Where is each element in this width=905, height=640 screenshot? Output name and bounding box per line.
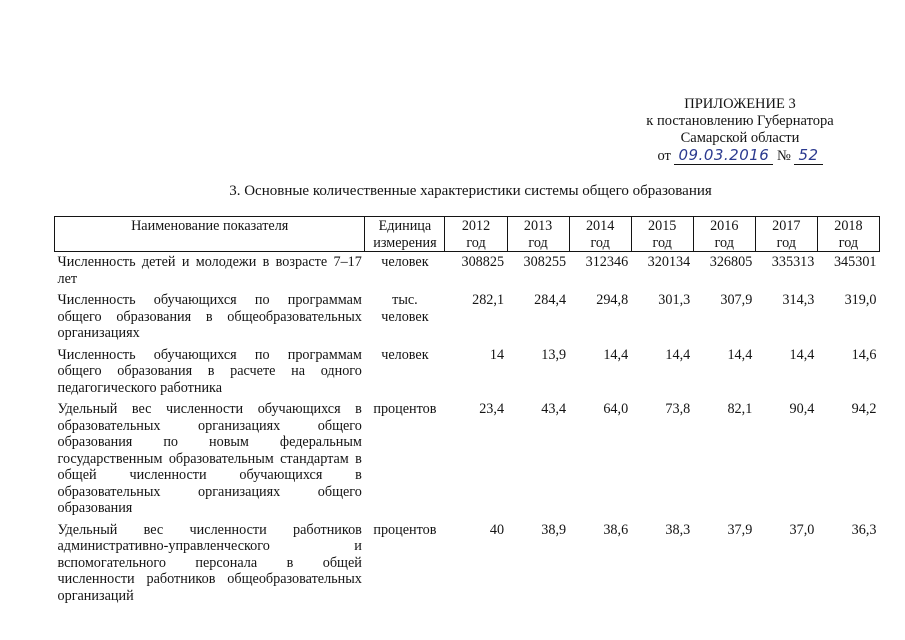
value-cell: 14,4 (789, 346, 815, 363)
value-cell: 282,1 (472, 292, 505, 308)
value-cell: 307,9 (720, 292, 753, 308)
indicator-unit: тыс. человек (381, 292, 429, 325)
table-row (55, 345, 880, 400)
year-label: 2018 (834, 218, 863, 234)
handwritten-number: 52 (794, 146, 822, 165)
year-label: 2016 (710, 218, 739, 234)
indicator-name: Численность обучающихся по программам общего образования в расчете на одного педагогического работника (57, 346, 362, 396)
column-header-year (817, 217, 879, 252)
indicator-name: Удельный вес численности обучающихся в образовательных организациях общего образования по новым федеральным государственным образовательным стандартам в общей численности обучающихся в образовательных организациях общего образования (57, 401, 362, 516)
value-cell: 37,0 (789, 521, 815, 538)
value-cell: 294,8 (596, 292, 629, 308)
year-label: 2015 (648, 218, 677, 234)
value-cell: 38,3 (665, 521, 691, 538)
table-header-row (55, 217, 880, 252)
indicator-name: Удельный вес численности работников административно-управленческого и вспомогательного персонала в общей численности работников общеобразовательных организаций (57, 521, 362, 604)
value-cell: 308825 (461, 254, 505, 270)
column-header-unit-line1: Единица (378, 218, 432, 234)
value-cell: 301,3 (658, 292, 691, 308)
value-cell: 82,1 (727, 401, 753, 417)
value-cell: 312346 (585, 254, 629, 270)
value-cell: 40 (489, 521, 505, 538)
indicator-unit: человек (381, 346, 429, 363)
indicator-unit: процентов (373, 401, 437, 417)
value-cell: 73,8 (665, 401, 691, 417)
value-cell: 326805 (709, 254, 753, 270)
handwritten-date: 09.03.2016 (674, 146, 773, 165)
column-header-year (755, 217, 817, 252)
column-header-year (445, 217, 507, 252)
column-header-unit-line2: измерения (373, 234, 437, 251)
section-title: 3. Основные количественные характеристики системы общего образования (229, 183, 712, 199)
value-cell: 320134 (647, 254, 691, 270)
year-label: 2012 (461, 218, 491, 234)
year-suffix: год (528, 234, 548, 251)
value-cell: 14,4 (603, 346, 629, 363)
column-header-year (693, 217, 755, 252)
indicator-unit: процентов (373, 521, 437, 538)
year-suffix: год (838, 234, 859, 251)
column-header-name: Наименование показателя (55, 217, 365, 252)
value-cell: 90,4 (789, 401, 815, 417)
table-row (55, 399, 880, 520)
date-number-line (600, 147, 880, 165)
value-cell: 94,2 (851, 401, 877, 417)
value-cell: 13,9 (541, 346, 567, 363)
year-suffix: год (714, 234, 734, 251)
date-prefix: от (657, 148, 671, 164)
value-cell: 314,3 (782, 292, 815, 308)
value-cell: 36,3 (851, 521, 877, 538)
year-label: 2013 (523, 218, 553, 234)
value-cell: 335313 (771, 254, 815, 270)
value-cell: 14,4 (665, 346, 691, 363)
appendix-subtitle-line2: Самарской области (680, 130, 800, 146)
value-cell: 284,4 (534, 292, 567, 308)
year-suffix: год (776, 234, 796, 251)
table-row (55, 520, 880, 608)
column-header-unit (365, 217, 445, 252)
year-suffix: год (466, 234, 486, 251)
value-cell: 38,6 (603, 521, 629, 538)
indicator-name: Численность детей и молодежи в возрасте 7–17 лет (57, 254, 362, 287)
column-header-year (507, 217, 569, 252)
value-cell: 43,4 (541, 401, 567, 417)
column-header-year (631, 217, 693, 252)
table-row (55, 252, 880, 291)
table-row (55, 290, 880, 345)
value-cell: 23,4 (479, 401, 505, 417)
appendix-title: ПРИЛОЖЕНИЕ 3 (684, 96, 796, 112)
indicator-unit: человек (381, 254, 429, 270)
year-label: 2017 (772, 218, 801, 234)
appendix-header (600, 96, 880, 165)
value-cell: 319,0 (844, 292, 877, 308)
column-header-year (569, 217, 631, 252)
value-cell: 38,9 (541, 521, 567, 538)
year-suffix: год (652, 234, 672, 251)
value-cell: 308255 (523, 254, 567, 270)
number-prefix: № (776, 148, 791, 164)
indicators-table (54, 216, 880, 607)
indicator-name: Численность обучающихся по программам общего образования в общеобразовательных организациях (57, 292, 362, 341)
value-cell: 14,4 (727, 346, 753, 363)
appendix-subtitle-line1: к постановлению Губернатора (646, 113, 834, 129)
value-cell: 64,0 (603, 401, 629, 417)
year-label: 2014 (585, 218, 615, 234)
year-suffix: год (590, 234, 610, 251)
value-cell: 37,9 (727, 521, 753, 538)
value-cell: 14 (489, 346, 505, 363)
value-cell: 345301 (833, 254, 877, 270)
value-cell: 14,6 (851, 346, 877, 363)
